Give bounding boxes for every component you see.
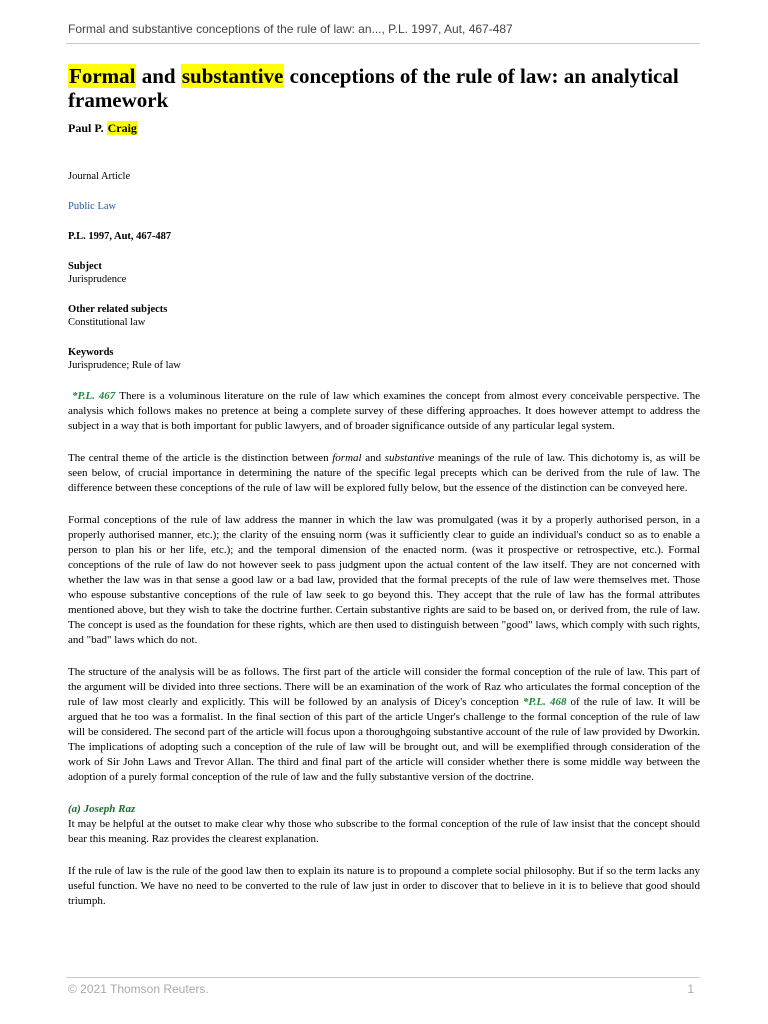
paragraph-1-text: There is a voluminous literature on the rule of law which examines the concept from almost every conceivable perspective. The analysis which follows makes no pretence at being a complete survey of these differing approaches. It does however attempt to address the subject in a way that is both important for public lawyers, and of broader significance outside of any particular legal system. bbox=[68, 390, 700, 432]
citation: P.L. 1997, Aut, 467-487 bbox=[68, 231, 172, 242]
title-text: and bbox=[136, 64, 181, 88]
emphasis-substantive: substantive bbox=[384, 452, 435, 464]
paragraph-2-text-c: meanings of the rule of law. This dichotomy is, as will be seen below, of crucial importance in determining the nature of the specific legal precepts which can be derived from the rule of law. The difference between these conceptions of the rule of law will be explored fully below, but the essence of the distinction can be conveyed here. bbox=[68, 452, 700, 494]
keywords-value: Jurisprudence; Rule of law bbox=[68, 360, 181, 371]
emphasis-formal: formal bbox=[332, 452, 362, 464]
keywords-block bbox=[68, 346, 700, 372]
section-heading-raz: (a) Joseph Raz bbox=[68, 803, 136, 815]
document-type: Journal Article bbox=[68, 171, 131, 182]
paragraph-4-text-a: The structure of the analysis will be as follows. The first part of the article will consider the formal conception of the rule of law. This part of the argument will be divided into three sections. There will be an examination of the work of Raz who articulates the formal conception of the rule of law most clearly and explicitly. This will be followed by an analysis of Dicey's conception bbox=[68, 666, 700, 708]
article-author bbox=[68, 121, 700, 136]
journal-link[interactable]: Public Law bbox=[68, 201, 117, 212]
footer-copyright: © 2021 Thomson Reuters. bbox=[68, 982, 209, 996]
subject-label: Subject bbox=[68, 261, 102, 272]
paragraph-4 bbox=[68, 665, 700, 785]
star-page-468: *P.L. 468 bbox=[522, 696, 567, 708]
related-subjects-block bbox=[68, 303, 700, 329]
paragraph-5: It may be helpful at the outset to make clear why those who subscribe to the formal conception of the rule of law insist that the concept should bear this meaning. Raz provides the clearest explanation. bbox=[68, 818, 700, 845]
paragraph-4-text-b: of the rule of law. It will be argued that he too was a formalist. In the final section of this part of the article Unger's challenge to the formal conception of the rule of law will be considered. The second part of the article will focus upon a thoroughgoing substantive account of the rule of law provided by Dworkin. The implications of adopting such a conception of the rule of law will be brought out, and will be exemplified through consideration of the work of Sir John Laws and Trevor Allan. The third and final part of the article will consider whether there is some middle way between the adoption of a purely formal conception of the rule of law and the fully substantive version of the doctrine. bbox=[68, 696, 700, 783]
title-highlight-substantive: substantive bbox=[181, 64, 284, 88]
paragraph-1 bbox=[68, 389, 700, 434]
author-first-name: Paul P. bbox=[68, 121, 107, 135]
footer-divider bbox=[66, 977, 700, 978]
subject-value: Jurisprudence bbox=[68, 274, 127, 285]
subject-block bbox=[68, 260, 700, 286]
article-content bbox=[68, 64, 700, 926]
related-subjects-label: Other related subjects bbox=[68, 304, 168, 315]
keywords-label: Keywords bbox=[68, 347, 114, 358]
title-text-rest: conceptions of the rule of law: an analytical framework bbox=[68, 64, 679, 112]
paragraph-2-text-b: and bbox=[361, 452, 385, 464]
author-highlight-craig: Craig bbox=[107, 121, 137, 135]
page-number: 1 bbox=[687, 982, 694, 996]
article-title bbox=[68, 64, 700, 112]
running-header: Formal and substantive conceptions of the rule of law: an..., P.L. 1997, Aut, 467-487 bbox=[68, 22, 513, 36]
paragraph-6: If the rule of law is the rule of the good law then to explain its nature is to propound a complete social philosophy. But if so the term lacks any useful function. We have no need to be converted to the rule of law just in order to discover that to believe in it is to believe that good should triumph. bbox=[68, 865, 700, 907]
related-subjects-value: Constitutional law bbox=[68, 317, 146, 328]
paragraph-2 bbox=[68, 451, 700, 496]
paragraph-2-text-a: The central theme of the article is the distinction between bbox=[68, 452, 333, 464]
article-body bbox=[68, 389, 700, 909]
paragraph-3: Formal conceptions of the rule of law address the manner in which the law was promulgated (was it by a properly authorised person, in a properly authorised manner, etc.); the clarity of the ensuing norm (was it sufficiently clear to guide an individual's conduct so as to enable a person to plan his or her life, etc.); and the temporal dimension of the enacted norm. (was it prospective or retrospective, etc.). Formal conceptions of the rule of law do not however seek to pass judgment upon the actual content of the law itself. They are not concerned with whether the law was in that sense a good law or a bad law, provided that the formal precepts of the rule of law were themselves met. Those who espouse substantive conceptions of the rule of law seek to go beyond this. They accept that the rule of law has the formal attributes mentioned above, but they wish to take the doctrine further. Certain substantive rights are said to be based on, or derived from, the rule of law. The concept is used as the foundation for these rights, which are then used to distinguish between "good" laws, which comply with such rights, and "bad" laws which do not. bbox=[68, 514, 700, 646]
star-page-467: *P.L. 467 bbox=[72, 390, 116, 402]
title-highlight-formal: Formal bbox=[69, 64, 136, 88]
